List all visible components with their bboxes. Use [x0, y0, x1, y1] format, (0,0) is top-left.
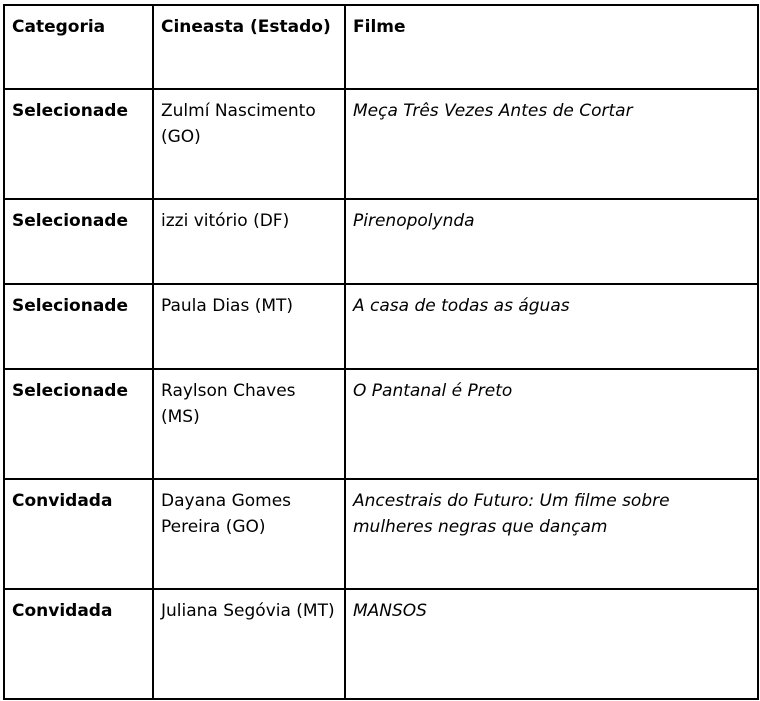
- category-cell: Selecionade: [4, 284, 153, 369]
- film-cell: A casa de todas as águas: [345, 284, 758, 369]
- filmmaker-cell: Raylson Chaves (MS): [153, 369, 345, 479]
- film-cell: Pirenopolynda: [345, 199, 758, 284]
- films-table: [3, 4, 759, 700]
- filmmaker-cell: izzi vitório (DF): [153, 199, 345, 284]
- table-row: [4, 284, 758, 369]
- category-cell: Convidada: [4, 479, 153, 589]
- category-cell: Selecionade: [4, 369, 153, 479]
- category-cell: Convidada: [4, 589, 153, 699]
- header-filmmaker: Cineasta (Estado): [153, 5, 345, 89]
- filmmaker-cell: Paula Dias (MT): [153, 284, 345, 369]
- table-row: [4, 199, 758, 284]
- header-category: Categoria: [4, 5, 153, 89]
- film-cell: Meça Três Vezes Antes de Cortar: [345, 89, 758, 199]
- film-cell: Ancestrais do Futuro: Um filme sobre mulheres negras que dançam: [345, 479, 758, 589]
- table-row: [4, 479, 758, 589]
- table-row: [4, 369, 758, 479]
- category-cell: Selecionade: [4, 89, 153, 199]
- film-cell: MANSOS: [345, 589, 758, 699]
- table-row: [4, 89, 758, 199]
- filmmaker-cell: Zulmí Nascimento (GO): [153, 89, 345, 199]
- table-row: [4, 589, 758, 699]
- category-cell: Selecionade: [4, 199, 153, 284]
- film-cell: O Pantanal é Preto: [345, 369, 758, 479]
- filmmaker-cell: Juliana Segóvia (MT): [153, 589, 345, 699]
- header-film: Filme: [345, 5, 758, 89]
- filmmaker-cell: Dayana Gomes Pereira (GO): [153, 479, 345, 589]
- table-header-row: [4, 5, 758, 89]
